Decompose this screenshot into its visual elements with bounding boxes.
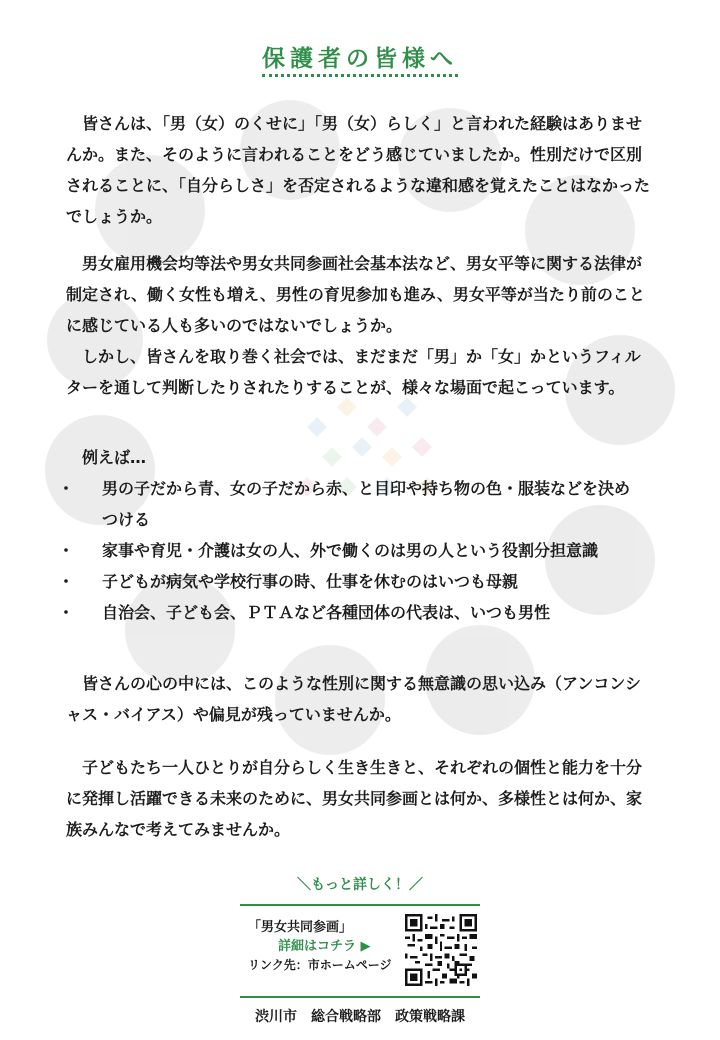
footer-divider-top: [240, 904, 480, 906]
arrow-right-icon: ▶: [360, 939, 371, 954]
example-item: ・ 家事や育児・介護は女の人、外で働くのは男の人という役割分担意識: [58, 541, 599, 560]
paragraph-3: しかし、皆さんを取り巻く社会では、まだまだ「男」か「女」かというフィルターを通して判断したりされたりすることが、様々な場面で起こっています。: [66, 347, 641, 397]
link-target-label: リンク先：市ホームページ: [248, 958, 392, 972]
law-paragraph-block: [66, 248, 656, 403]
bias-paragraph-block: [66, 668, 656, 730]
footer-topic: 「男女共同参画」: [248, 920, 353, 935]
examples-list: [58, 473, 648, 628]
intro-paragraph-block: [66, 108, 656, 232]
page-title: 保護者の皆様へ: [0, 40, 720, 73]
example-item: ・ 子どもが病気や学校行事の時、仕事を休むのはいつも母親: [58, 572, 519, 591]
paragraph-2: 男女雇用機会均等法や男女共同参画社会基本法など、男女平等に関する法律が制定され、働く女性も増え、男性の育児参加も進み、男女平等が当たり前のことに感じている人も多いのではないでしょうか。: [66, 254, 645, 335]
department-name: 渋川市 総合戦略部 政策戦略課: [255, 1009, 465, 1025]
examples-block: [58, 442, 656, 628]
paragraph-5: 子どもたち一人ひとりが自分らしく生き生きと、それぞれの個性と能力を十分に発揮し活躍できる未来のために、男女共同参画とは何か、多様性とは何か、家族みんなで考えてみませんか。: [66, 758, 643, 839]
examples-intro: 例えば…: [82, 448, 147, 467]
closing-paragraph-block: [66, 752, 656, 845]
example-item: ・ 自治会、子ども会、ＰＴＡなど各種団体の代表は、いつも男性: [58, 603, 551, 622]
details-link[interactable]: 詳細はコチラ ▶: [278, 939, 371, 954]
example-item: ・ 男の子だから青、女の子だから赤、と目印や持ち物の色・服装などを決めつける: [58, 479, 631, 529]
paragraph-4: 皆さんの心の中には、このような性別に関する無意識の思い込み（アンコンシャス・バイアス）や偏見が残っていませんか。: [66, 674, 641, 724]
footer-divider-bottom: [240, 996, 480, 998]
footer-link-box: [248, 918, 408, 975]
paragraph-1: 皆さんは、「男（女）のくせに」「男（女）らしく」と言われた経験はありませんか。また、そのように言われることをどう感じていましたか。性別だけで区別されることに、「自分らしさ」を否定されるような違和感を覚えたことはなかったでしょうか。: [66, 114, 651, 226]
more-info-heading: ＼もっと詳しく！／: [297, 877, 423, 893]
qr-code-icon[interactable]: [405, 914, 477, 986]
